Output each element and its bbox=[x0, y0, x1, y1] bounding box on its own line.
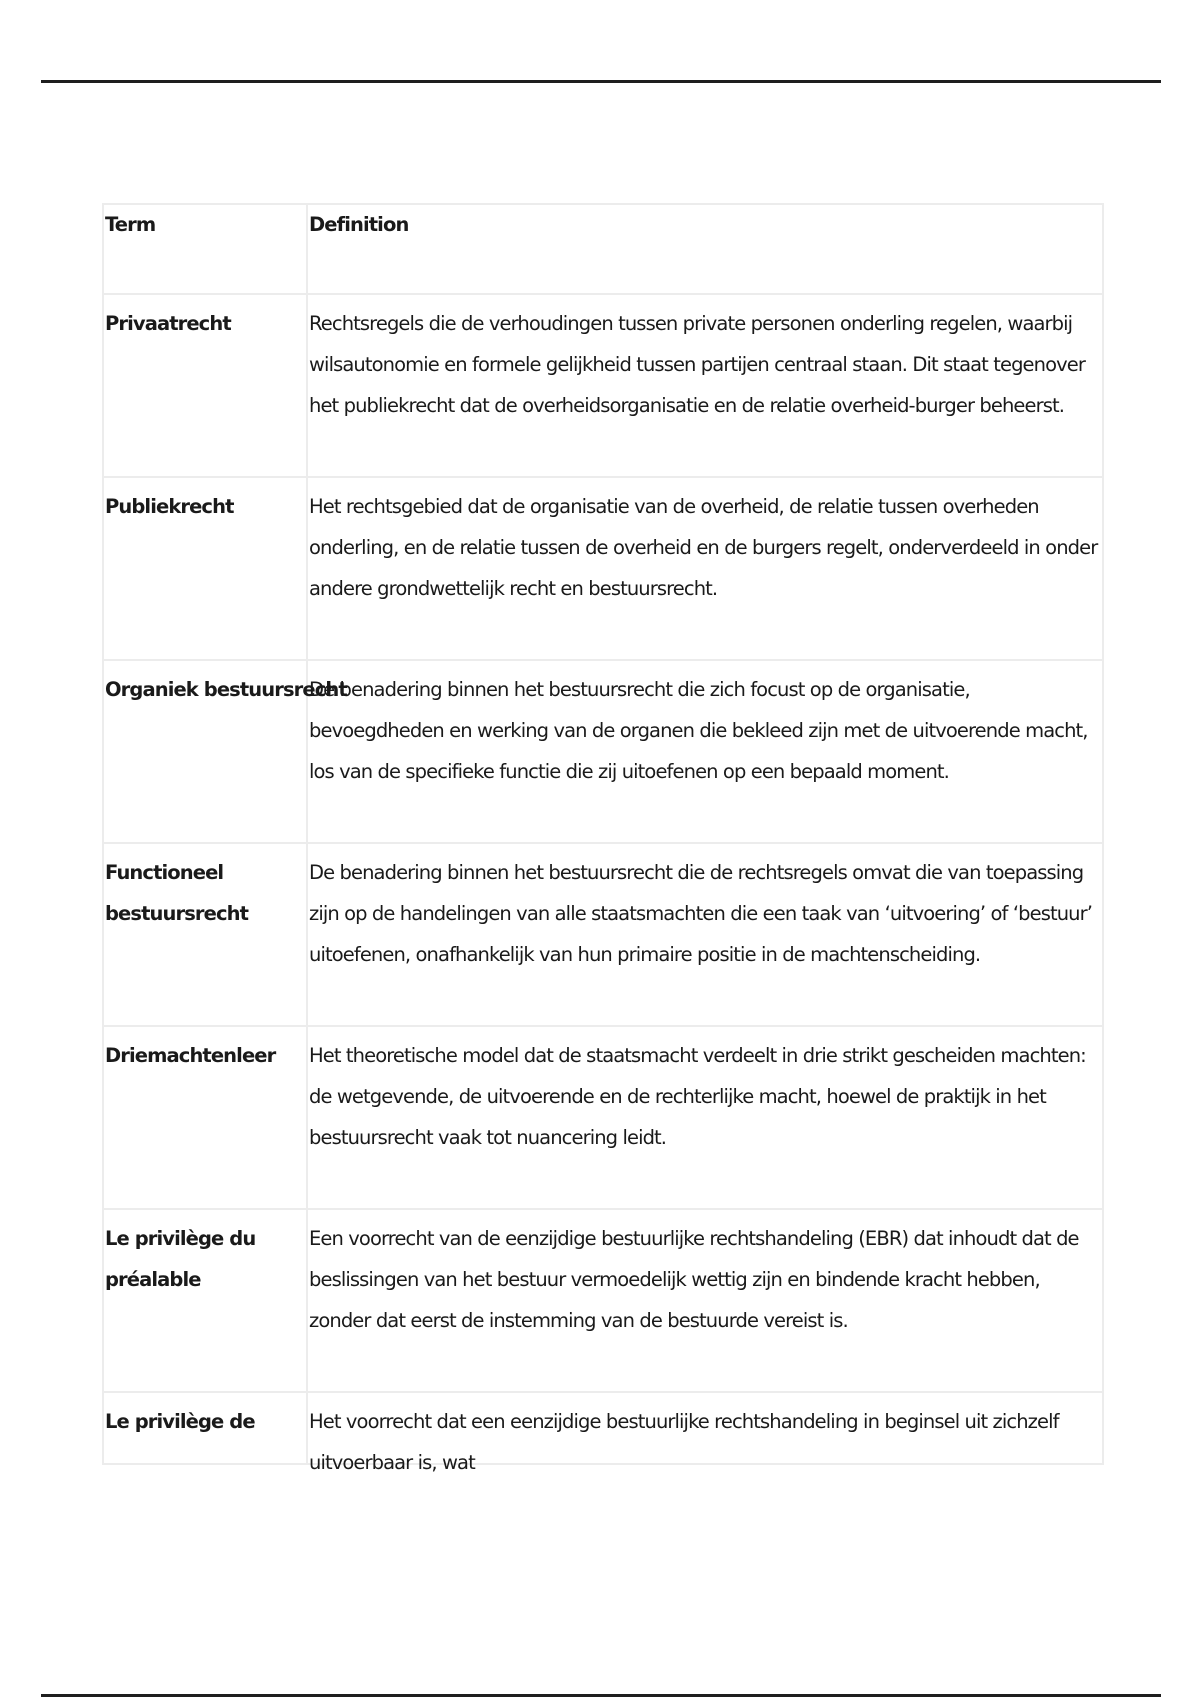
definition-cell bbox=[307, 1209, 1103, 1392]
term-cell bbox=[103, 294, 307, 477]
term: Organiek bestuursrecht bbox=[105, 678, 347, 701]
table-row bbox=[103, 1209, 1103, 1392]
top-rule bbox=[41, 80, 1161, 83]
header-definition-cell bbox=[307, 204, 1103, 294]
definition-cell bbox=[307, 294, 1103, 477]
term-cell bbox=[103, 1026, 307, 1209]
definition: De benadering binnen het bestuursrecht die zich focust op de organisatie, bevoegdheden en werking van de organen die bekleed zijn met de uitvoerende macht, los van de specifieke functie die zij uitoefenen op een bepaald moment. bbox=[309, 678, 1088, 783]
term: Le privilège de bbox=[105, 1410, 255, 1433]
definition-cell bbox=[307, 660, 1103, 843]
definition: De benadering binnen het bestuursrecht die de rechtsregels omvat die van toepassing zijn op de handelingen van alle staatsmachten die een taak van ‘uitvoering’ of ‘bestuur’ uitoefenen, onafhankelijk van hun primaire positie in de machtenscheiding. bbox=[309, 861, 1093, 966]
definition: Een voorrecht van de eenzijdige bestuurlijke rechtshandeling (EBR) dat inhoudt dat de beslissingen van het bestuur vermoedelijk wettig zijn en bindende kracht hebben, zonder dat eerst de instemming van de bestuurde vereist is. bbox=[309, 1227, 1079, 1332]
table-header-row bbox=[103, 204, 1103, 294]
term-cell bbox=[103, 477, 307, 660]
term: Le privilège du préalable bbox=[105, 1227, 256, 1291]
term: Functioneel bestuursrecht bbox=[105, 861, 249, 925]
term-cell bbox=[103, 1392, 307, 1464]
header-term: Term bbox=[105, 213, 156, 236]
definition: Het theoretische model dat de staatsmacht verdeelt in drie strikt gescheiden machten: de wetgevende, de uitvoerende en de rechterlijke macht, hoewel de praktijk in het bestuursrecht vaak tot nuancering leidt. bbox=[309, 1044, 1086, 1149]
term-cell bbox=[103, 1209, 307, 1392]
table-row bbox=[103, 660, 1103, 843]
term-cell bbox=[103, 843, 307, 1026]
table-row bbox=[103, 1026, 1103, 1209]
bottom-rule bbox=[41, 1694, 1161, 1697]
term-cell bbox=[103, 660, 347, 843]
header-definition: Definition bbox=[309, 213, 409, 236]
table-row bbox=[103, 294, 1103, 477]
header-term-cell bbox=[103, 204, 307, 294]
glossary-table bbox=[102, 203, 1104, 1474]
term: Driemachtenleer bbox=[105, 1044, 276, 1067]
term: Publiekrecht bbox=[105, 495, 234, 518]
table-row bbox=[103, 477, 1103, 660]
definition-cell bbox=[307, 477, 1103, 660]
term: Privaatrecht bbox=[105, 312, 231, 335]
definition: Het voorrecht dat een eenzijdige bestuurlijke rechtshandeling in beginsel uit zichzelf uitvoerbaar is, wat bbox=[309, 1410, 1059, 1474]
definition-cell bbox=[307, 843, 1103, 1026]
definition-cell bbox=[307, 1026, 1103, 1209]
table-row bbox=[103, 1392, 1103, 1464]
definition: Rechtsregels die de verhoudingen tussen private personen onderling regelen, waarbij wilsautonomie en formele gelijkheid tussen partijen centraal staan. Dit staat tegenover het publiekrecht dat de overheidsorganisatie en de relatie overheid-burger beheerst. bbox=[309, 312, 1085, 417]
table-row bbox=[103, 843, 1103, 1026]
definition: Het rechtsgebied dat de organisatie van de overheid, de relatie tussen overheden onderling, en de relatie tussen de overheid en de burgers regelt, onderverdeeld in onder andere grondwettelijk recht en bestuursrecht. bbox=[309, 495, 1098, 600]
definition-cell bbox=[307, 1392, 1103, 1474]
